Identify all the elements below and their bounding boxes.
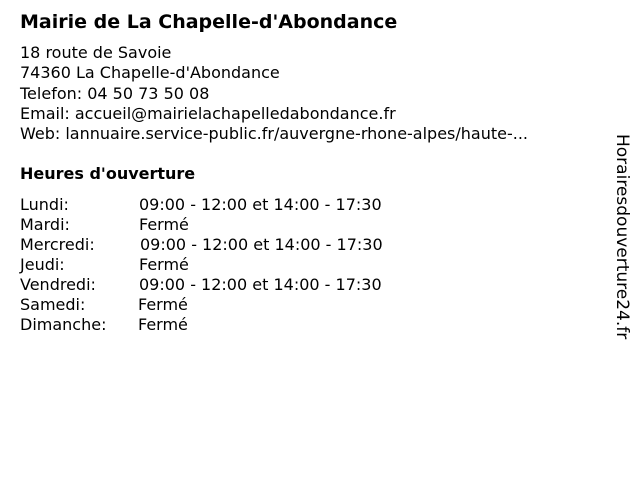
day-label: Lundi:: [20, 195, 69, 214]
city-address: 74360 La Chapelle-d'Abondance: [20, 63, 280, 83]
hours-heading: Heures d'ouverture: [20, 164, 196, 183]
day-hours: Fermé: [139, 215, 189, 234]
day-label: Vendredi:: [20, 275, 96, 294]
street-address: 18 route de Savoie: [20, 43, 172, 62]
day-hours: 09:00 - 12:00 et 14:00 - 17:30: [139, 275, 382, 294]
email-address: Email: accueil@mairielachapelledabondance.fr: [20, 103, 396, 123]
day-hours: Fermé: [138, 295, 188, 314]
day-label: Dimanche:: [20, 315, 107, 334]
day-label: Samedi:: [20, 295, 86, 314]
day-hours: Fermé: [139, 255, 189, 274]
phone-number: Telefon: 04 50 73 50 08: [20, 83, 210, 103]
place-title: Mairie de La Chapelle-d'Abondance: [20, 11, 398, 33]
day-hours: 09:00 - 12:00 et 14:00 - 17:30: [139, 195, 382, 214]
website-link: Web: lannuaire.service-public.fr/auvergne-rhone-alpes/haute-...: [20, 124, 529, 144]
day-label: Mardi:: [20, 215, 70, 234]
contact-block: [20, 43, 528, 144]
day-hours: Fermé: [138, 315, 188, 334]
day-label: Mercredi:: [20, 235, 95, 254]
day-hours: 09:00 - 12:00 et 14:00 - 17:30: [140, 235, 383, 254]
day-label: Jeudi:: [20, 255, 65, 274]
site-watermark: Horairesdouverture24.fr: [612, 134, 632, 340]
